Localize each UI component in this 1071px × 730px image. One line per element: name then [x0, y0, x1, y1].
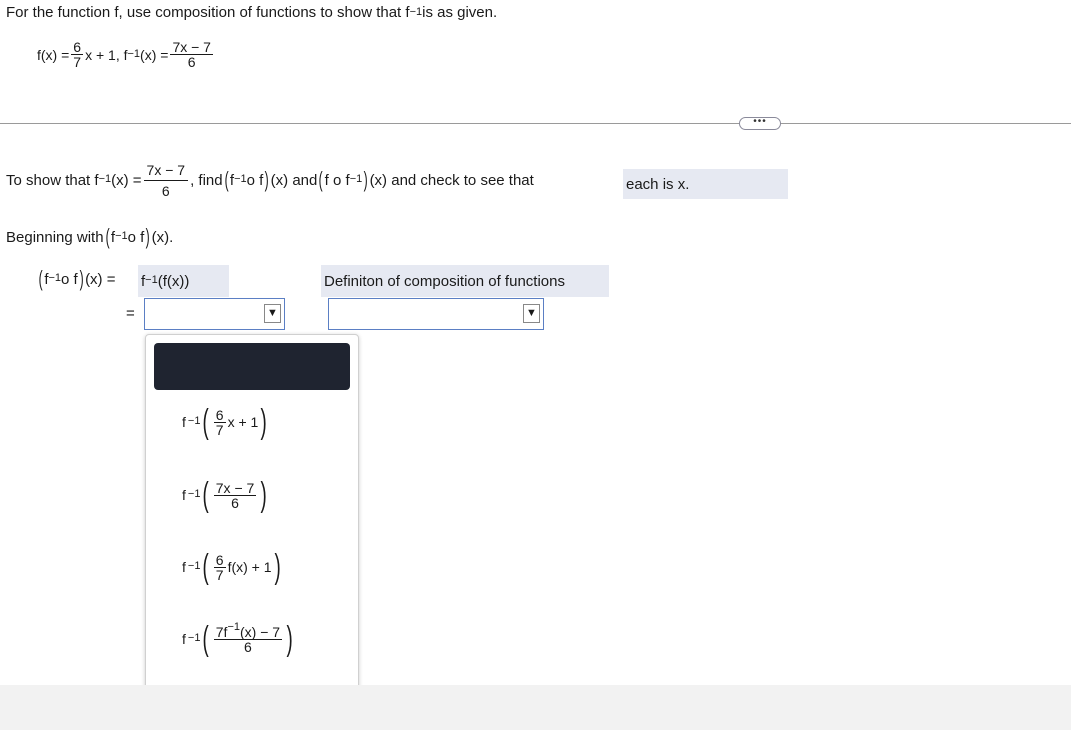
f-num: 6	[73, 39, 82, 55]
beginning-rest: o f	[127, 228, 145, 246]
opt1-paren-close: )	[260, 403, 268, 441]
step2-equals: =	[126, 305, 135, 322]
dropdown-header	[154, 343, 350, 390]
opt1-f: f	[182, 414, 186, 430]
paren-close: )	[264, 167, 270, 192]
step1-rhs: f $^{-1}$ (f(x))	[138, 265, 229, 297]
opt2-num: 7x − 7	[215, 479, 255, 496]
opt2-paren-close: )	[260, 476, 268, 514]
section-divider	[0, 123, 1071, 124]
opt2-fraction	[214, 481, 257, 510]
paren-close-2: )	[363, 167, 368, 192]
instruction-line: To show that f $^{-1}$ (x) = $\frac{7x - 7}{6}$ , find ( f $^{-1}$ o f ) (x) and ( f o f $^{-1}$ ) (x) and check to see that	[6, 161, 534, 199]
instr-text-5: (x) and check to see that	[369, 171, 534, 189]
expression-dropdown	[145, 334, 359, 700]
opt1-paren-open: (	[202, 403, 210, 441]
opt4-den: 6	[244, 638, 252, 655]
step1-reason	[321, 265, 609, 297]
step1-lhs-rest: o f	[61, 270, 78, 288]
instr-num: 7x − 7	[144, 162, 189, 181]
step1-rhs-f: f	[141, 272, 146, 290]
beginning-text: Beginning with	[6, 228, 104, 246]
more-options-button[interactable]: •••	[739, 117, 781, 130]
comp1-rest: o f	[246, 171, 264, 189]
instr-text-2: (x) =	[111, 171, 142, 189]
dropdown-option-1[interactable]: f $^{-1}$ ( $\frac{6}{7}$ x + 1 )	[182, 403, 268, 441]
opt2-paren-open: (	[202, 476, 210, 514]
instr-den: 6	[161, 182, 170, 199]
f-label: f(x) =	[37, 46, 70, 63]
finv-label: (x) =	[140, 46, 169, 63]
opt1-fraction	[214, 408, 226, 437]
dropdown-option-2[interactable]: f $^{-1}$ ( $\frac{7x - 7}{6}$ )	[182, 476, 268, 514]
bottom-bar	[0, 685, 1071, 730]
highlight-answer	[623, 169, 788, 199]
opt4-num-b: (x) − 7	[240, 623, 281, 640]
opt4-num	[214, 620, 282, 640]
opt3-paren-open: (	[202, 548, 210, 586]
paren-open-3: (	[105, 224, 110, 249]
opt4-f: f	[182, 631, 186, 647]
finv-num: 7x − 7	[172, 39, 211, 55]
paren-open-4: (	[38, 266, 43, 291]
f-rest: x + 1, f	[85, 46, 128, 63]
comp2-a: f o f	[324, 171, 350, 189]
opt3-paren-close: )	[274, 548, 281, 586]
step2-expression-select[interactable]	[144, 298, 285, 330]
opt4-paren-open: (	[202, 620, 210, 658]
opt4-num-sup: −1	[227, 620, 240, 633]
finv-den: 6	[187, 54, 196, 70]
opt2-den: 6	[231, 494, 239, 511]
step1-lhs: ( f $^{-1}$ o f ) (x) =	[38, 266, 116, 291]
paren-open-2: (	[318, 167, 324, 192]
dropdown-option-3[interactable]: f $^{-1}$ ( $\frac{6}{7}$ f(x) + 1 )	[182, 548, 281, 586]
comp1-f: f	[229, 171, 235, 189]
opt4-num-a: 7f	[215, 623, 228, 640]
paren-close-3: )	[145, 224, 150, 249]
step1-lhs-f: f	[44, 270, 49, 288]
opt1-den: 7	[215, 421, 224, 438]
step2-reason-select[interactable]	[328, 298, 544, 330]
instr-text-1: To show that f	[6, 171, 99, 189]
prompt-text-end: is as given.	[422, 4, 498, 21]
beginning-line: Beginning with ( f $^{-1}$ o f ) (x).	[6, 224, 174, 249]
opt3-den: 7	[215, 566, 224, 583]
opt4-paren-close: )	[286, 620, 293, 658]
given-functions: f(x) = $\frac{6}{7}$ x + 1, f $^{-1}$ (x) = $\frac{7x - 7}{6}$	[37, 39, 211, 70]
step1-lhs-after: (x) =	[85, 270, 116, 288]
beginning-after: (x).	[151, 228, 174, 246]
dropdown-option-4[interactable]: f $^{-1}$ ( $\frac{7f^{-1}(x) - 7}{6}$ )	[182, 620, 293, 658]
f-den: 7	[73, 54, 82, 70]
opt3-rest: f(x) + 1	[227, 559, 272, 575]
step1-rhs-after: (f(x))	[157, 272, 190, 290]
f-fraction	[71, 40, 83, 69]
step1-reason-text: Definiton of composition of functions	[324, 272, 565, 290]
opt3-fraction	[214, 553, 226, 582]
chevron-down-icon: ▼	[523, 304, 540, 323]
opt3-num: 6	[215, 551, 224, 568]
prompt-text: For the function f, use composition of functions to show that f	[6, 4, 410, 21]
instr-text-4: (x) and	[270, 171, 318, 189]
opt3-f: f	[182, 559, 186, 575]
opt1-num: 6	[215, 406, 224, 423]
opt2-f: f	[182, 487, 186, 503]
question-prompt: For the function f, use composition of functions to show that f $^{-1}$ is as given.	[6, 4, 498, 21]
beginning-f: f	[110, 228, 116, 246]
chevron-down-icon: ▼	[264, 304, 281, 323]
opt1-rest: x + 1	[227, 414, 259, 430]
instr-text-3: , find	[190, 171, 223, 189]
paren-close-4: )	[79, 266, 84, 291]
paren-open: (	[224, 167, 229, 192]
highlight-text: each is x.	[626, 175, 690, 193]
instr-fraction	[144, 162, 189, 199]
finv-fraction	[170, 40, 213, 69]
